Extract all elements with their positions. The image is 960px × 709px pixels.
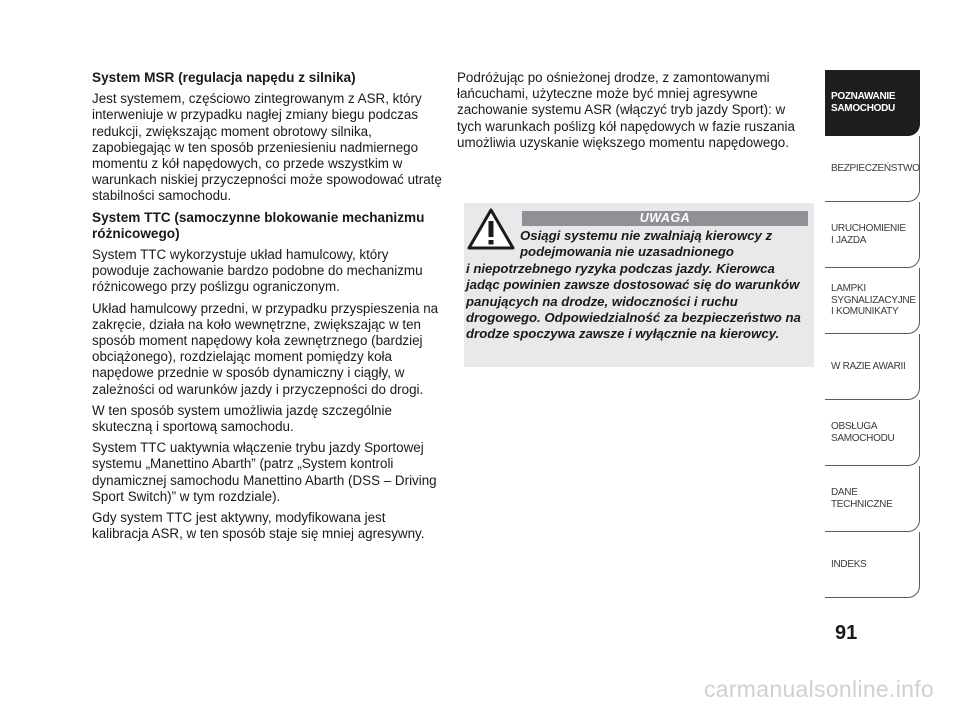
tab-poznawanie-samochodu[interactable]: POZNAWANIE SAMOCHODU <box>825 70 920 136</box>
chapter-tabs <box>825 70 920 598</box>
ttc-paragraph-4: System TTC uaktywnia włączenie trybu jazdy Sportowej systemu „Manettino Abarth” (patrz „System kontroli dynamicznej samochodu Manettino Abarth (DSS – Driving Sport Switch)” w tym rozdziale). <box>92 440 437 504</box>
left-column <box>92 70 442 547</box>
page-number: 91 <box>835 622 858 644</box>
right-column <box>457 70 797 156</box>
ttc-paragraph-2: Układ hamulcowy przedni, w przypadku przyspieszenia na zakręcie, działa na koło wewnętrzne, zwiększając w ten sposób moment napędowy koła zewnętrznego (bardziej obciążonego), rozdzielając moment pomiędzy koła napędowe przednie w sposób dynamiczny i ciągły, w zależności od warunków jazdy i przyczepności do drogi. <box>92 300 439 397</box>
warning-body: i niepotrzebnego ryzyka podczas jazdy. Kierowca jadąc powinien zawsze dostosować się do warunków panujących na drodze, widoczności i ruchu drogowego. Odpowiedzialność za bezpieczeństwo na drodze spoczywa zawsze i wyłącznie na kierowcy. <box>466 260 801 342</box>
tab-indeks[interactable]: INDEKS <box>825 532 920 598</box>
tab-uruchomienie-i-jazda[interactable]: URUCHOMIENIE I JAZDA <box>825 202 920 268</box>
warning-text <box>466 228 810 343</box>
warning-label: UWAGA <box>522 211 808 226</box>
tab-dane-techniczne[interactable]: DANE TECHNICZNE <box>825 466 920 532</box>
ttc-paragraph-3: W ten sposób system umożliwia jazdę szczególnie skuteczną i sportową samochodu. <box>92 402 392 435</box>
msr-heading: System MSR (regulacja napędu z silnika) <box>92 70 356 85</box>
tab-lampki-sygnalizacyjne[interactable]: LAMPKI SYGNALIZACYJNE I KOMUNIKATY <box>825 268 920 334</box>
ttc-paragraph-5: Gdy system TTC jest aktywny, modyfikowana jest kalibracja ASR, w ten sposób staje się mniej agresywny. <box>92 510 425 542</box>
ttc-paragraph-1: System TTC wykorzystuje układ hamulcowy, który powoduje zachowanie bardzo podobne do mechanizmu różnicowego przy poślizgu ograniczonym. <box>92 247 423 295</box>
tab-bezpieczenstwo[interactable]: BEZPIECZEŃSTWO <box>825 136 920 202</box>
warning-lead: Osiągi systemu nie zwalniają kierowcy z podejmowania nie uzasadnionego <box>520 228 773 260</box>
snow-chains-paragraph: Podróżując po ośnieżonej drodze, z zamontowanymi łańcuchami, użyteczne może być mniej agresywne zachowanie systemu ASR (włączyć tryb jazdy Sport): w tych warunkach poślizg kół napędowych w fazie ruszania umożliwia uzyskanie większego momentu napędowego. <box>457 70 795 150</box>
msr-paragraph: Jest systemem, częściowo zintegrowanym z ASR, który interweniuje w przypadku nagłej zmiany biegu podczas redukcji, zwiększając moment obrotowy silnika, zapobiegając w ten sposób przeniesieniu nadmiernego momentu z kół napędowych, co przede wszystkim w warunkach niskiej przyczepności może spowodować utratę stabilności samochodu. <box>92 91 442 204</box>
tab-obsluga-samochodu[interactable]: OBSŁUGA SAMOCHODU <box>825 400 920 466</box>
tab-w-razie-awarii[interactable]: W RAZIE AWARII <box>825 334 920 400</box>
ttc-heading: System TTC (samoczynne blokowanie mechanizmu różnicowego) <box>92 209 425 241</box>
watermark: carmanualsonline.info <box>703 676 934 702</box>
warning-box <box>464 203 814 367</box>
